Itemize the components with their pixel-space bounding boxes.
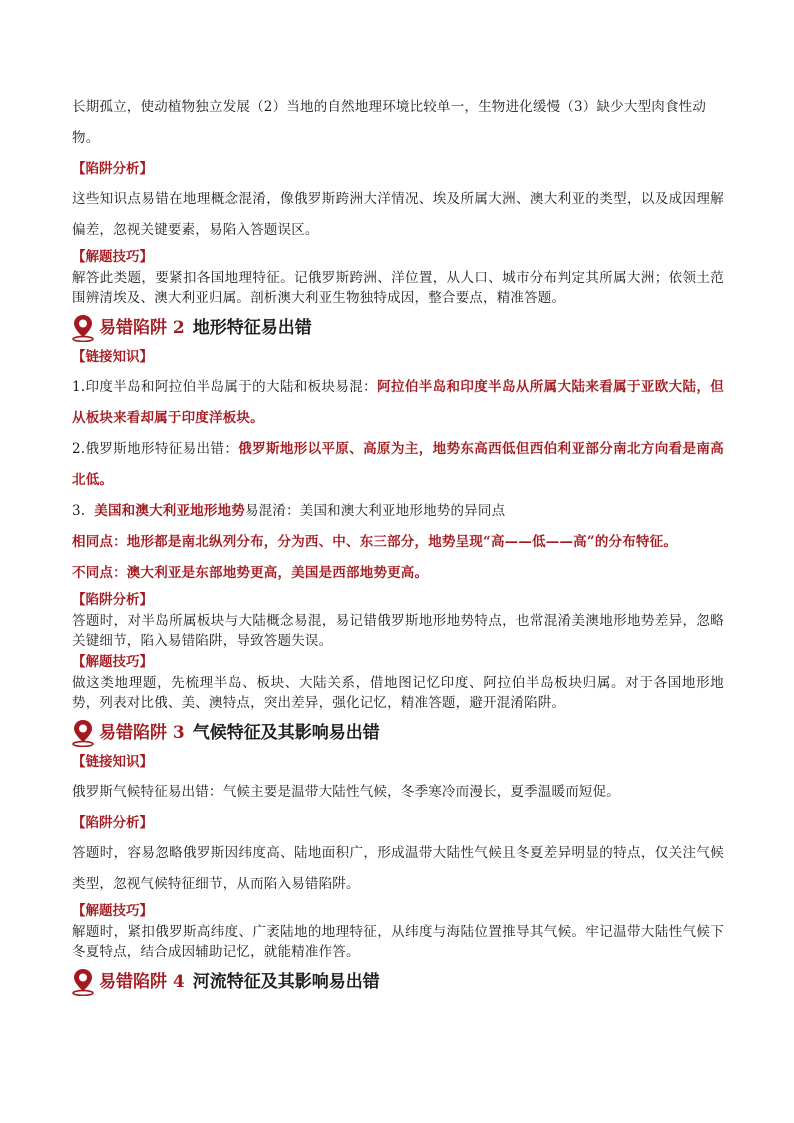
trap4-heading (72, 962, 724, 996)
location-pin-icon (72, 314, 96, 342)
document-page (72, 92, 724, 996)
trap2-analysis-text: 答题时，对半岛所属板块与大陆概念易混，易记错俄罗斯地形地势特点，也常混淆美澳地形地势差异，忽略关键细节，陷入易错陷阱，导致答题失误。 (72, 613, 724, 649)
trap2-item-2-highlight: 俄罗斯地形以平原、高原为主，地势东高西低但西伯利亚部分南北方向看是南高北低。 (72, 441, 724, 488)
trap2-item-2 (72, 434, 724, 496)
trap1-analysis-text: 这些知识点易错在地理概念混淆，像俄罗斯跨洲大洋情况、埃及所属大洲、澳大利亚的类型，以及成因理解偏差，忽视关键要素，易陷入答题误区。 (72, 191, 724, 238)
trap2-number: 易错陷阱 2 (99, 318, 185, 338)
trap1-analysis-label: 【陷阱分析】 (72, 161, 153, 177)
trap3-tips-text: 解题时，紧扣俄罗斯高纬度、广袤陆地的地理特征，从纬度与海陆位置推导其气候。牢记温带大陆性气候下冬夏特点，结合成因辅助记忆，就能精准作答。 (72, 924, 724, 960)
trap3-title: 气候特征及其影响易出错 (192, 723, 380, 743)
trap2-item-3-number: 3. (72, 503, 95, 519)
trap2-item-1-text: 1.印度半岛和阿拉伯半岛属于的大陆和板块易混： (72, 379, 378, 395)
location-pin-icon (72, 968, 96, 996)
trap2-analysis-label: 【陷阱分析】 (72, 592, 153, 608)
trap3-link-label: 【链接知识】 (72, 754, 153, 770)
trap2-title: 地形特征易出错 (192, 318, 312, 338)
trap4-number: 易错陷阱 4 (99, 972, 185, 992)
trap3-analysis-label: 【陷阱分析】 (72, 815, 153, 831)
trap2-tips-text: 做这类地理题，先梳理半岛、板块、大陆关系，借地图记忆印度、阿拉伯半岛板块归属。对于各国地形地势，列表对比俄、美、澳特点，突出差异，强化记忆，精准答题，避开混淆陷阱。 (72, 675, 724, 711)
trap3-link-text: 俄罗斯气候特征易出错：气候主要是温带大陆性气候，冬季寒冷而漫长，夏季温暖而短促。 (72, 784, 620, 800)
trap2-item-3-highlight: 美国和澳大利亚地形地势 (94, 503, 245, 519)
trap4-title: 河流特征及其影响易出错 (192, 972, 380, 992)
trap2-item-1-highlight: 阿拉伯半岛和印度半岛从所属大陆来看属于亚欧大陆，但从板块来看却属于印度洋板块。 (72, 379, 725, 426)
trap2-item-2-text: 2.俄罗斯地形特征易出错： (72, 441, 239, 457)
intro-paragraph (72, 92, 724, 154)
trap2-same-points: 相同点：地形都是南北纵列分布，分为西、中、东三部分，地势呈现“高——低——高”的分布特征。 (72, 534, 678, 550)
trap1-tips-label: 【解题技巧】 (72, 249, 153, 265)
trap1-tips-text: 解答此类题，要紧扣各国地理特征。记俄罗斯跨洲、洋位置，从人口、城市分布判定其所属大洲；依领土范围辨清埃及、澳大利亚归属。剖析澳大利亚生物独特成因，整合要点，精准答题。 (72, 270, 724, 306)
intro-line-1: 长期孤立，使动植物独立发展（2）当地的自然地理环境比较单一，生物进化缓慢（3）缺少大型肉食性动 (72, 99, 707, 115)
trap3-heading (72, 713, 724, 747)
trap3-number: 易错陷阱 3 (99, 723, 185, 743)
intro-line-2: 物。 (72, 130, 100, 146)
trap2-tips-label: 【解题技巧】 (72, 654, 153, 670)
trap2-heading (72, 308, 724, 342)
trap3-analysis-text: 答题时，容易忽略俄罗斯因纬度高、陆地面积广，形成温带大陆性气候且冬夏差异明显的特点，仅关注气候类型，忽视气候特征细节，从而陷入易错陷阱。 (72, 845, 724, 892)
trap2-item-3 (72, 496, 724, 527)
trap2-diff-points: 不同点：澳大利亚是东部地势更高，美国是西部地势更高。 (72, 565, 429, 581)
trap2-item-3-text: 易混淆：美国和澳大利亚地形地势的异同点 (244, 503, 506, 519)
trap2-item-1 (72, 372, 724, 434)
trap2-link-label: 【链接知识】 (72, 349, 153, 365)
location-pin-icon (72, 719, 96, 747)
trap3-tips-label: 【解题技巧】 (72, 903, 153, 919)
